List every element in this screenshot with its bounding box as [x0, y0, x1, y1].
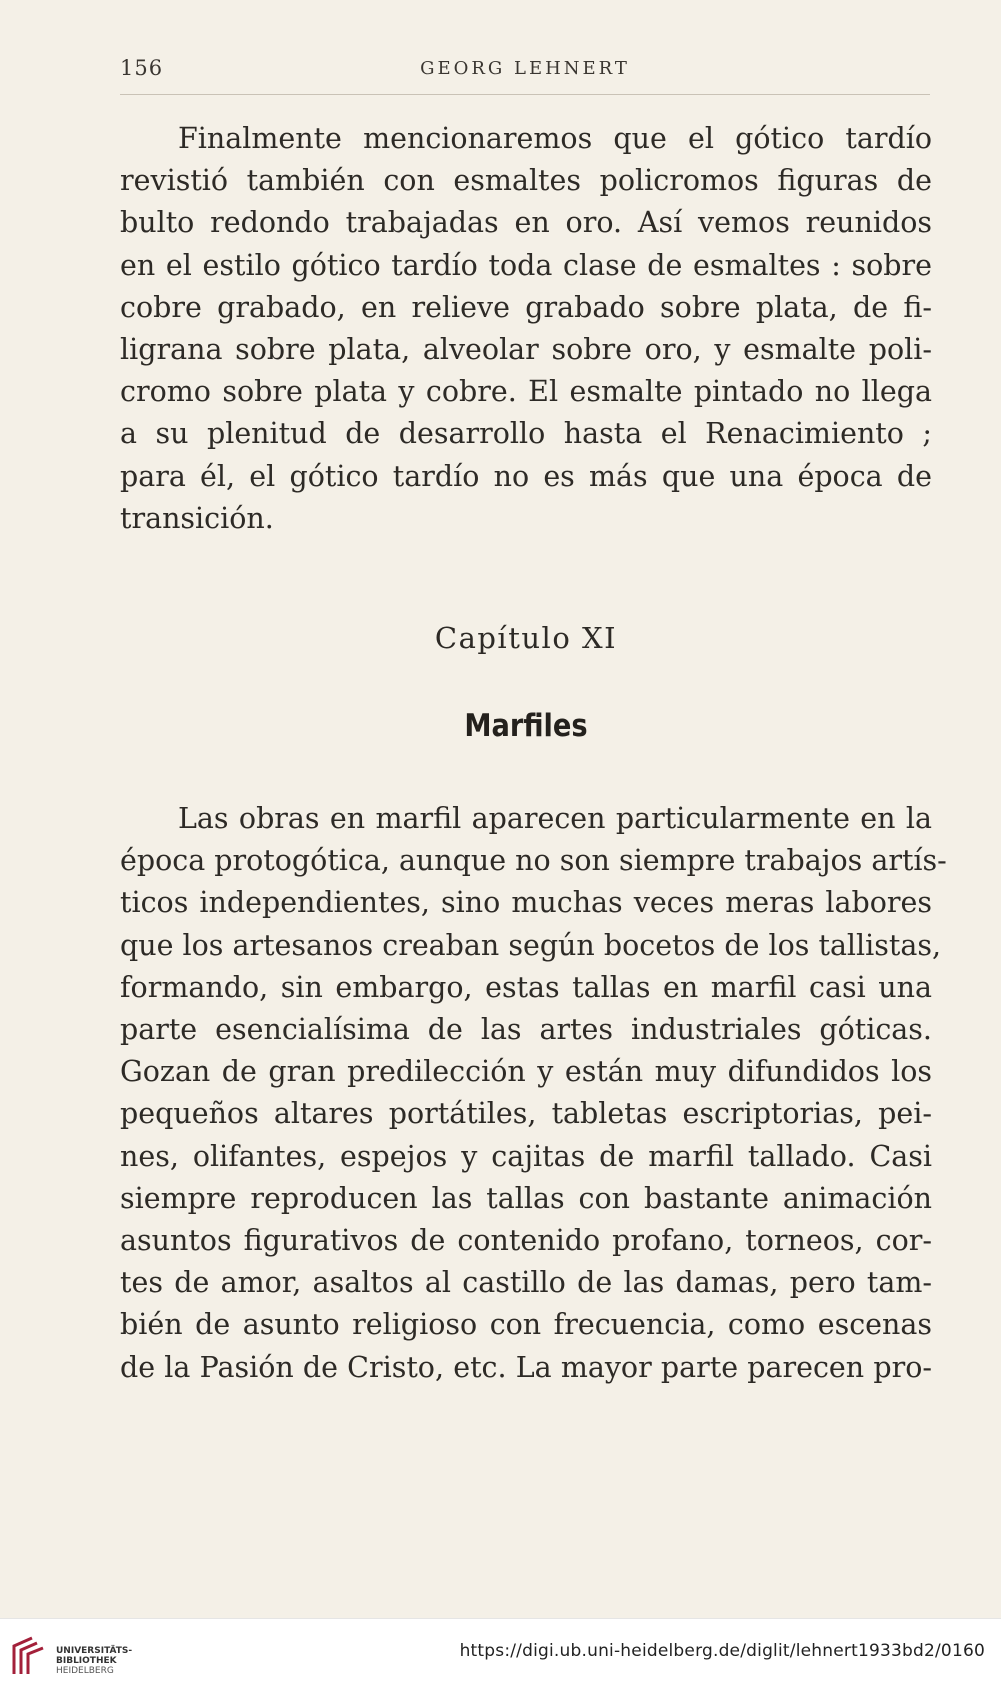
text-line: en el estilo gótico tardío toda clase de esmaltes : sobre: [120, 248, 932, 282]
logo-line: UNIVERSITÄTS-: [56, 1646, 133, 1656]
running-head: [120, 56, 930, 84]
header-divider: [120, 94, 930, 95]
text-line: para él, el gótico tardío no es más que una época de: [120, 459, 932, 493]
paragraph-enamels: [120, 118, 932, 540]
chapter-label: Capítulo XI: [434, 621, 618, 655]
text-line: formando, sin embargo, estas tallas en marfil casi una: [120, 970, 932, 1004]
text-line: Las obras en marfil aparecen particularmente en la: [178, 802, 932, 835]
chapter-title: Marfiles: [464, 708, 588, 744]
text-line: tes de amor, asaltos al castillo de las damas, pero tam-: [120, 1266, 932, 1300]
paragraph-ivories: [120, 798, 947, 1389]
text-line: bulto redondo trabajadas en oro. Así vemos reunidos: [120, 206, 932, 240]
text-line: ligrana sobre plata, alveolar sobre oro, y esmalte poli-: [120, 333, 932, 367]
library-logo[interactable]: [10, 1634, 150, 1680]
text-line: siempre reproducen las tallas con bastante animación: [120, 1181, 932, 1215]
library-logo-icon: [10, 1634, 48, 1680]
viewer-footer: [0, 1618, 1001, 1690]
text-line: cobre grabado, en relieve grabado sobre plata, de fi-: [120, 290, 932, 324]
source-url-link[interactable]: https://digi.ub.uni-heidelberg.de/diglit/lehnert1933bd2/0160: [459, 1641, 985, 1661]
library-logo-text: [56, 1646, 132, 1676]
text-line: cromo sobre plata y cobre. El esmalte pintado no llega: [120, 375, 932, 409]
text-line: pequeños altares portátiles, tabletas escriptorias, pei-: [120, 1097, 932, 1131]
text-line: ticos independientes, sino muchas veces meras labores: [120, 886, 932, 920]
text-line: parte esencialísima de las artes industriales góticas.: [120, 1013, 932, 1047]
text-line: de la Pasión de Cristo, etc. La mayor parte parecen pro-: [120, 1350, 932, 1384]
running-head-title: GEORG LEHNERT: [420, 58, 630, 79]
text-line: transición.: [120, 501, 274, 535]
text-line: bién de asunto religioso con frecuencia, como escenas: [120, 1308, 932, 1342]
text-line: revistió también con esmaltes policromos figuras de: [120, 164, 932, 198]
text-line: asuntos figurativos de contenido profano, torneos, cor-: [120, 1224, 932, 1258]
text-line: que los artesanos creaban según bocetos de los tallistas,: [120, 928, 942, 962]
page-number: 156: [120, 56, 164, 80]
text-line: Finalmente mencionaremos que el gótico tardío: [178, 122, 932, 155]
text-line: época protogótica, aunque no son siempre trabajos artís-: [120, 844, 947, 878]
logo-line: HEIDELBERG: [56, 1666, 114, 1676]
text-line: Gozan de gran predilección y están muy difundidos los: [120, 1055, 932, 1089]
logo-line: BIBLIOTHEK: [56, 1656, 117, 1666]
text-line: a su plenitud de desarrollo hasta el Renacimiento ;: [120, 417, 932, 451]
text-line: nes, olifantes, espejos y cajitas de marfil tallado. Casi: [120, 1139, 932, 1173]
